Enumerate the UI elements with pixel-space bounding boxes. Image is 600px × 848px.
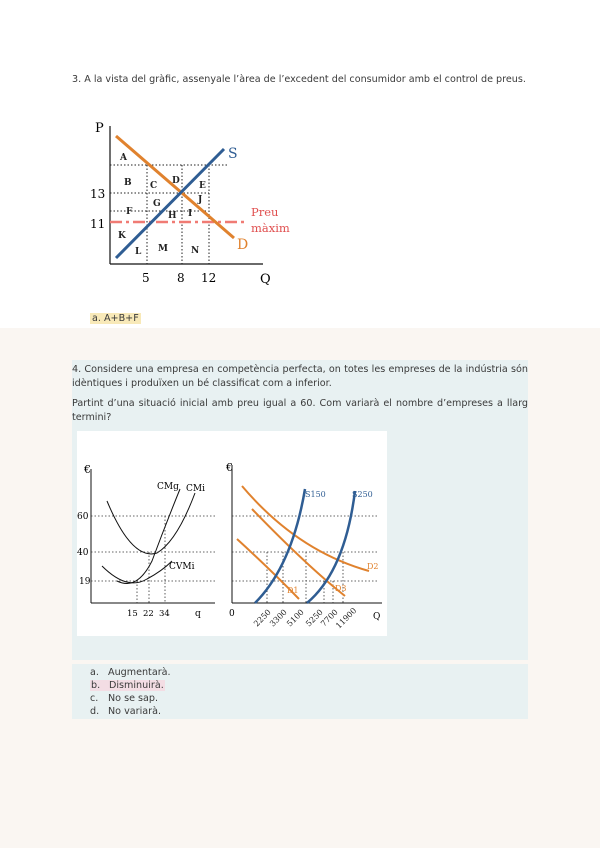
x-tick-34: 34 [159,609,170,619]
cmi-label: CMi [186,484,205,494]
zero-label: 0 [229,609,235,619]
supply-demand-chart [88,118,308,290]
d1-label: D1 [287,586,299,595]
y-tick-13: 13 [90,187,106,201]
y-tick-40: 40 [77,548,89,558]
option-text: Disminuirà. [109,680,164,691]
competition-graphs [77,431,387,636]
x-tick-15: 15 [127,609,138,619]
x-tick-8: 8 [177,271,185,285]
option-letter: c. [90,693,99,704]
area-c: C [150,181,158,191]
s250-label: S250 [352,490,373,499]
supply-label: S [228,146,238,162]
cvmi-label: CVMi [169,562,195,572]
area-a: A [120,153,127,163]
option-text: No variarà. [108,706,162,717]
question-4-text: 4. Considere una empresa en competència perfecta, on totes les empreses de la indústria són idèntiques i produïxen un bé classificat com a inferior. [72,364,528,389]
question-3-answer [90,313,141,325]
d3-label: D3 [335,584,347,593]
selected-highlight [90,680,165,691]
y-tick-19: 19 [79,577,91,587]
x-tick-12: 12 [201,271,217,285]
area-i: I [188,209,193,219]
price-ceiling-label-2: màxim [251,221,290,235]
option-c[interactable] [90,693,158,706]
x-tick-22: 22 [143,609,154,619]
y-tick-11: 11 [90,217,106,231]
x-tick-7700: 7700 [319,607,340,629]
right-euro-label: € [226,461,233,474]
Q-label: Q [373,612,381,622]
area-b: B [124,178,132,188]
area-l: L [135,247,142,257]
x-tick-5: 5 [142,271,150,285]
p-axis-label: P [95,121,104,136]
x-tick-5100: 5100 [285,607,306,629]
option-d[interactable] [90,706,161,719]
cvmi-curve [102,561,172,583]
option-letter: d. [90,706,100,717]
x-tick-3300: 3300 [268,607,289,629]
y-tick-60: 60 [77,512,89,522]
area-n: N [191,246,200,256]
cmg-label: CMg [157,482,179,492]
q-axis-label: Q [260,272,271,287]
answer-highlight: a. A+B+F [92,313,139,324]
option-b[interactable] [90,680,165,693]
area-k: K [118,231,126,241]
price-ceiling-label-1: Preu [251,205,279,219]
cmi-curve [107,493,195,554]
question-4-text-2: Partint d’una situació inicial amb preu igual a 60. Com variarà el nombre d’empreses a llarg termini? [72,398,528,423]
q-label: q [195,609,201,619]
option-letter: b. [91,680,101,691]
question-3-text: 3. A la vista del gràfic, assenyale l’àrea de l’excedent del consumidor amb el control de preus. [72,74,526,85]
area-h: H [168,211,177,221]
area-m: M [158,244,168,254]
x-tick-11900: 11900 [334,606,359,631]
area-j: J [198,195,203,205]
x-tick-2250: 2250 [252,607,273,629]
left-euro-label: € [84,463,91,476]
option-text: Augmentarà. [108,667,171,678]
s150-label: S150 [305,490,326,499]
area-g: G [153,199,161,209]
x-tick-5250: 5250 [304,607,325,629]
option-a[interactable] [90,667,171,680]
option-letter: a. [90,667,99,678]
area-e: E [199,181,206,191]
option-text: No se sap. [108,693,159,704]
area-d: D [172,176,180,186]
d2-label: D2 [367,562,379,571]
demand-label: D [237,237,249,253]
area-f: F [126,207,133,217]
